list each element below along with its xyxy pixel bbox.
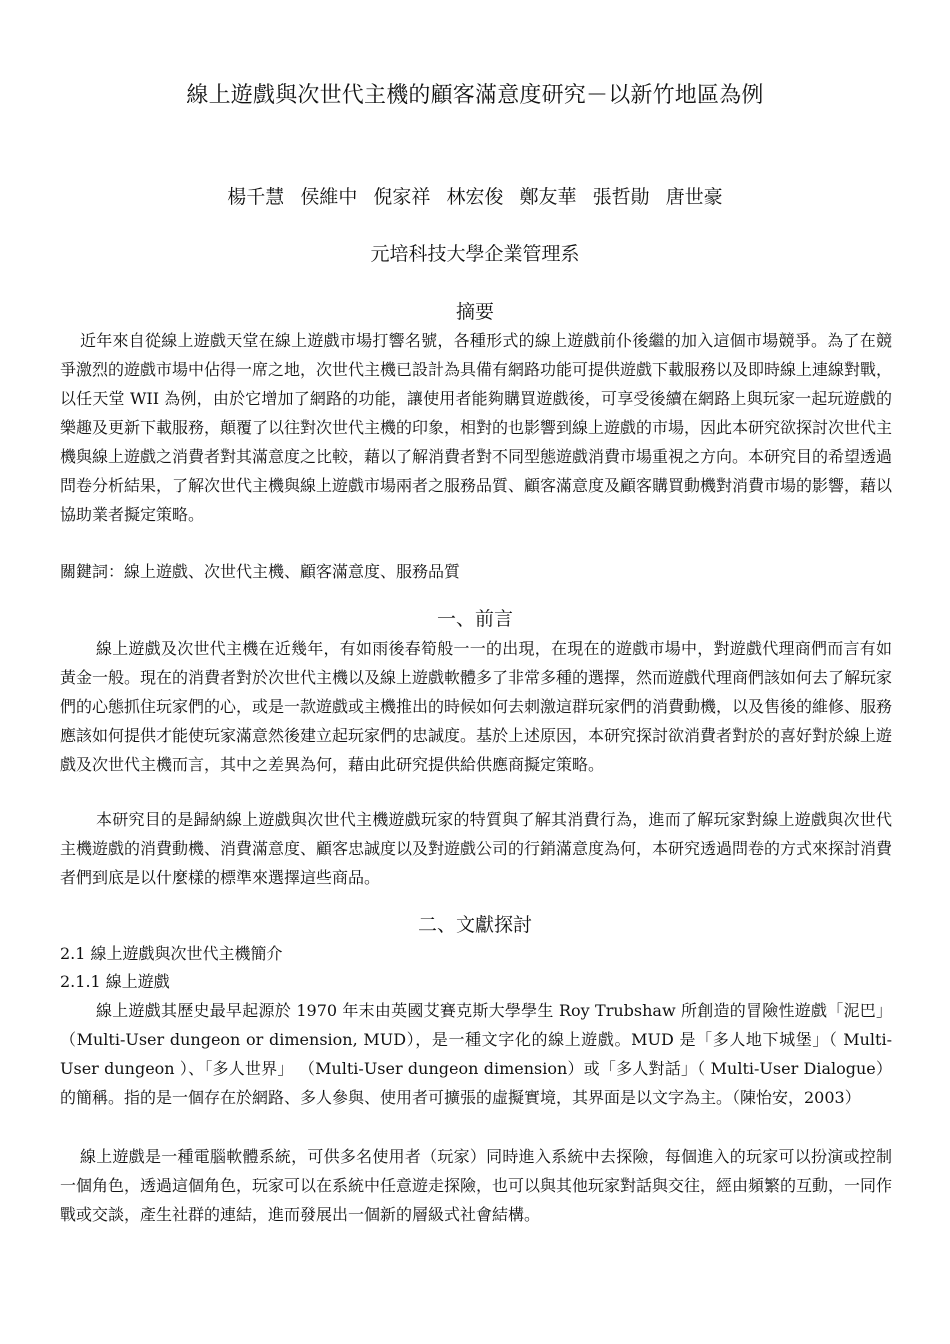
section-heading-literature: 二、文獻探討	[417, 914, 532, 936]
section-heading-introduction: 一、前言	[436, 608, 513, 630]
author-name: 楊千慧	[227, 186, 285, 208]
abstract-heading: 摘要	[455, 301, 494, 323]
author-name: 鄭友華	[519, 186, 577, 208]
affiliation: 元培科技大學企業管理系	[370, 243, 580, 265]
literature-paragraph: 線上遊戲是一種電腦軟體系統，可供多名使用者（玩家）同時進入系統中去探險，每個進入的玩家可以扮演或控制一個角色，透過這個角色，玩家可以在系統中任意遊走探險，也可以與其他玩家對話與交往，經由頻繁的互動，一同作戰或交談，產生社群的連結，進而發展出一個新的層級式社會結構。	[60, 1147, 893, 1224]
intro-paragraph: 本研究目的是歸納線上遊戲與次世代主機遊戲玩家的特質與了解其消費行為，進而了解玩家對線上遊戲與次世代主機遊戲的消費動機、消費滿意度、顧客忠誠度以及對遊戲公司的行銷滿意度為何，本研究透過問卷的方式來探討消費者們到底是以什麼樣的標準來選擇這些商品。	[60, 810, 893, 887]
author-name: 林宏俊	[446, 186, 504, 208]
author-name: 倪家祥	[373, 186, 431, 208]
subsubsection-heading: 2.1.1 線上遊戲	[60, 972, 170, 991]
intro-paragraph: 線上遊戲及次世代主機在近幾年，有如雨後春筍般一一的出現，在現在的遊戲市場中，對遊戲代理商們而言有如黃金一般。現在的消費者對於次世代主機以及線上遊戲軟體多了非常多種的選擇，然而遊戲代理商們該如何去了解玩家們的心態抓住玩家們的心，或是一款遊戲或主機推出的時候如何去刺激這群玩家們的消費動機，以及售後的維修、服務應該如何提供才能使玩家滿意然後建立起玩家們的忠誠度。基於上述原因，本研究探討欲消費者對於的喜好對於線上遊戲及次世代主機而言，其中之差異為何，藉由此研究提供給供應商擬定策略。	[60, 639, 893, 774]
author-list	[0, 183, 950, 211]
author-name: 唐世豪	[665, 186, 723, 208]
paper-title: 線上遊戲與次世代主機的顧客滿意度研究－以新竹地區為例	[186, 83, 764, 108]
subsection-heading: 2.1 線上遊戲與次世代主機簡介	[60, 944, 283, 963]
abstract-text: 近年來自從線上遊戲天堂在線上遊戲市場打響名號，各種形式的線上遊戲前仆後繼的加入這個市場競爭。為了在競爭激烈的遊戲市場中佔得一席之地，次世代主機已設計為具備有網路功能可提供遊戲下載服務以及即時線上連線對戰，以任天堂 WII 為例，由於它增加了網路的功能，讓使用者能夠購買遊戲後，可享受後續在網路上與玩家一起玩遊戲的樂趣及更新下載服務，顛覆了以往對次世代主機的印象，相對的也影響到線上遊戲的市場，因此本研究欲探討次世代主機與線上遊戲之消費者對其滿意度之比較，藉以了解消費者對不同型態遊戲消費市場重視之方向。本研究目的希望透過問卷分析結果，了解次世代主機與線上遊戲市場兩者之服務品質、顧客滿意度及顧客購買動機對消費市場的影響，藉以協助業者擬定策略。	[60, 331, 893, 524]
author-name: 侯維中	[300, 186, 358, 208]
literature-paragraph: 線上遊戲其歷史最早起源於 1970 年末由英國艾賽克斯大學學生 Roy Trubshaw 所創造的冒險性遊戲「泥巴」（Multi-User dungeon or dimension, MUD），是一種文字化的線上遊戲。MUD 是「多人地下城堡」（ Multi-User dungeon ）、「多人世界」 （Multi-User dungeon dimension）或「多人對話」（ Multi-User Dialogue）的簡稱。指的是一個存在於網路、多人參與、使用者可擴張的虛擬實境，其界面是以文字為主。（陳怡安，2003）	[60, 1001, 892, 1107]
keywords: 關鍵詞：線上遊戲、次世代主機、顧客滿意度、服務品質	[60, 562, 461, 581]
author-name: 張哲勛	[592, 186, 650, 208]
